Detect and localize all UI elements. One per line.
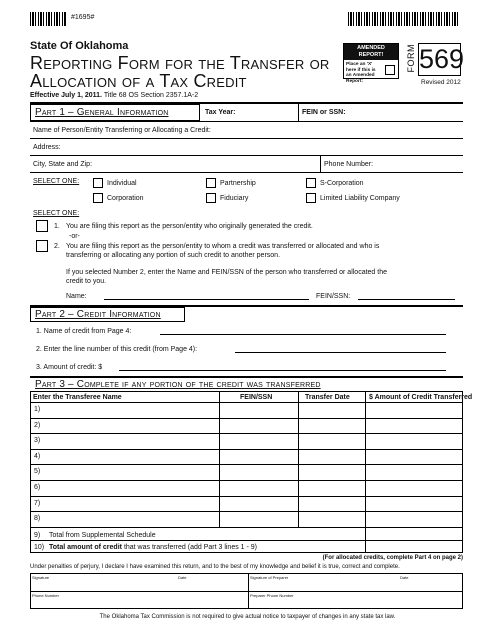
amended-report-text: Place an 'X' here if this is an Amended Report: [346, 62, 376, 84]
amended-heading-line1: AMENDED [357, 45, 385, 51]
credit-line-number-label: 2. Enter the line number of this credit (from Page 4): [36, 346, 198, 353]
transferor-fein-field[interactable] [358, 299, 455, 300]
individual-label: Individual [107, 180, 137, 187]
transferee-name-header: Enter the Transferee Name [33, 394, 122, 401]
option1-number: 1. [54, 223, 60, 230]
table-row-number: 6) [34, 484, 41, 491]
effective-date [30, 92, 198, 99]
table-row-number: 5) [34, 468, 41, 475]
fiduciary-label: Fiduciary [220, 195, 249, 202]
table-row-number: 8) [34, 515, 41, 522]
row10-rest: that was transferred (add Part 3 lines 1 - 9) [123, 544, 257, 551]
tax-year-label: Tax Year: [205, 109, 236, 116]
credit-amount-label: 3. Amount of credit: $ [36, 364, 103, 371]
amended-report-heading [344, 44, 398, 60]
perjury-statement: Under penalties of perjury, I declare I have examined this return, and to the best of my knowledge and belief it is true, correct and complete. [30, 564, 400, 570]
amount-transferred-header: $ Amount of Credit Transferred [369, 394, 473, 401]
or-text: -or- [69, 233, 80, 240]
fein-ssn-label: FEIN or SSN: [302, 109, 346, 116]
partnership-checkbox[interactable] [206, 178, 216, 188]
table-row-number: 7) [34, 500, 41, 507]
part3-title: Part 3 – Complete if any portion of the credit was transferred [35, 379, 321, 390]
amended-checkbox[interactable] [385, 65, 395, 75]
name-label: Name of Person/Entity Transferring or Allocating a Credit: [33, 127, 211, 134]
footer-note: The Oklahoma Tax Commission is not required to give actual notice to taxpayer of changes in any state tax law. [99, 614, 396, 620]
transferor-fein-label: FEIN/SSN: [316, 293, 351, 300]
llc-label: Limited Liability Company [320, 195, 400, 202]
part3-top-rule [30, 376, 463, 378]
credit-name-field[interactable] [160, 334, 446, 335]
tax-year-divider [298, 104, 299, 121]
fein-ssn-header: FEIN/SSN [240, 394, 273, 401]
effective-date-bold: Effective July 1, 2011. [30, 92, 102, 99]
if-selected-line2: credit to you. [66, 278, 107, 285]
option2-text-line2: transferring or allocating any portion of such credit to another person. [66, 252, 281, 259]
form-title-line1: Reporting Form for the Transfer or [30, 53, 330, 73]
address-label: Address: [33, 144, 61, 151]
transferor-name-label: Name: [66, 293, 87, 300]
part3-table [30, 391, 463, 553]
col-divider-1 [219, 391, 220, 527]
table-row-number: 3) [34, 437, 41, 444]
credit-line-number-field[interactable] [235, 352, 446, 353]
s-corporation-checkbox[interactable] [306, 178, 316, 188]
row10-number: 10) [34, 544, 45, 551]
individual-checkbox[interactable] [93, 178, 103, 188]
phone-number-label: Phone Number [32, 593, 59, 598]
revised-date: Revised 2012 [421, 79, 461, 86]
effective-date-statute: Title 68 OS Section 2357.1A-2 [103, 92, 199, 99]
form-number: 569 [419, 44, 465, 74]
option2-text-line1: You are filing this report as the person/entity to whom a credit was transferred or allocated and who is [66, 243, 380, 250]
table-row-rule [30, 402, 463, 403]
phone-divider [320, 155, 321, 172]
barcode-left [30, 12, 66, 26]
option1-checkbox[interactable] [36, 220, 48, 232]
row10-top-rule [30, 540, 463, 541]
row10-bold: Total amount of credit [49, 544, 122, 551]
part1-row-rule-4 [30, 172, 463, 173]
table-row-number: 2) [34, 422, 41, 429]
table-row-rule [30, 418, 463, 419]
city-state-zip-label: City, State and Zip: [33, 161, 93, 168]
barcode-right [348, 12, 460, 26]
option2-number: 2. [54, 243, 60, 250]
partnership-label: Partnership [220, 180, 256, 187]
date-label-2: Date [400, 575, 409, 580]
table-row-number: 1) [34, 406, 41, 413]
form-code: #1695# [71, 14, 95, 21]
col-divider-2 [298, 391, 299, 527]
phone-label: Phone Number: [324, 161, 374, 168]
table-row-rule [30, 464, 463, 465]
preparer-signature-label: Signature of Preparer [250, 575, 289, 580]
amended-report-box [343, 43, 399, 84]
transferor-name-field[interactable] [104, 299, 309, 300]
part1-row-rule-3 [30, 155, 463, 156]
state-name: State Of Oklahoma [30, 40, 129, 52]
table-row-rule [30, 480, 463, 481]
table-row-rule [30, 511, 463, 512]
credit-name-label: 1. Name of credit from Page 4: [36, 328, 132, 335]
fiduciary-checkbox[interactable] [206, 193, 216, 203]
allocated-note: (For allocated credits, complete Part 4 on page 2) [322, 555, 463, 561]
table-row-rule [30, 449, 463, 450]
signature-label: Signature [32, 575, 50, 580]
option2-checkbox[interactable] [36, 240, 48, 252]
option1-text: You are filing this report as the person/entity who originally generated the credit. [66, 223, 313, 230]
select-one-entity: SELECT ONE: [33, 178, 80, 185]
row10-text [49, 544, 257, 551]
part1-row-rule-1 [30, 121, 463, 122]
row9-top-rule [30, 527, 463, 528]
signature-row-rule [30, 591, 463, 592]
table-row-rule [30, 496, 463, 497]
part1-title: Part 1 – General Information [35, 107, 169, 118]
amended-heading-line2: REPORT! [358, 52, 384, 58]
credit-amount-field[interactable] [119, 370, 446, 371]
part2-title: Part 2 – Credit Information [35, 309, 161, 320]
llc-checkbox[interactable] [306, 193, 316, 203]
part1-row-rule-2 [30, 138, 463, 139]
table-row-number: 4) [34, 453, 41, 460]
date-label-1: Date [178, 575, 187, 580]
transfer-date-header: Transfer Date [305, 394, 350, 401]
row9-number: 9) [34, 532, 41, 539]
col-divider-3 [365, 391, 366, 553]
corporation-label: Corporation [107, 195, 144, 202]
table-row-rule [30, 433, 463, 434]
corporation-checkbox[interactable] [93, 193, 103, 203]
s-corporation-label: S-Corporation [320, 180, 364, 187]
form-title-line2: Allocation of a Tax Credit [30, 71, 247, 91]
select-one-filer: SELECT ONE: [33, 210, 80, 217]
row9-text: Total from Supplemental Schedule [49, 532, 156, 539]
preparer-phone-label: Preparer Phone Number [250, 593, 294, 598]
form-label: FORM [406, 44, 416, 73]
if-selected-line1: If you selected Number 2, enter the Name and FEIN/SSN of the person who transferred or allocated the [66, 269, 388, 276]
